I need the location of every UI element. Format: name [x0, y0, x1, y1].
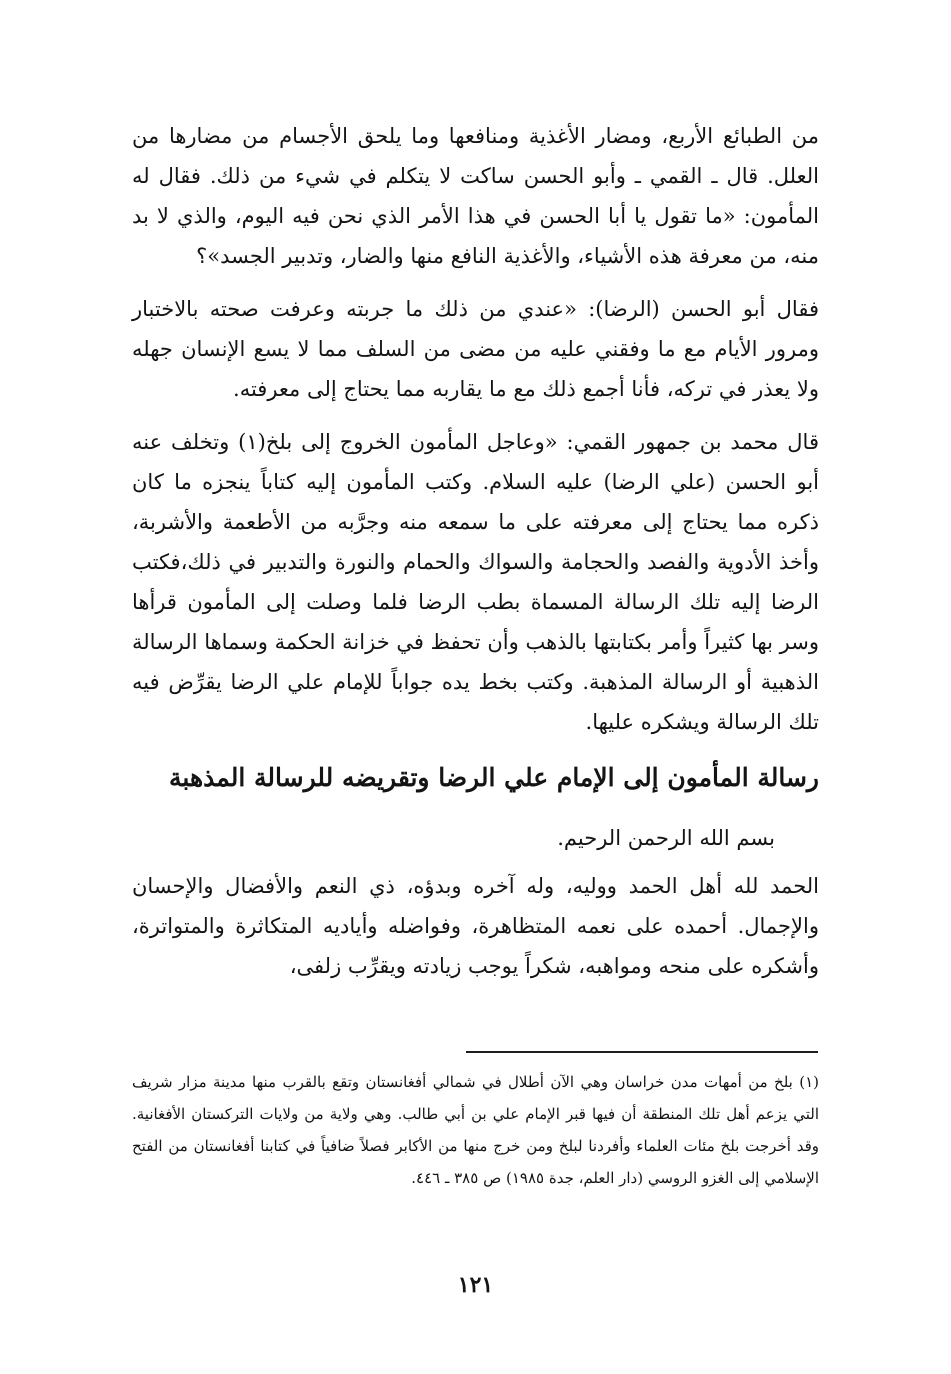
page-number: ١٢١ — [457, 1272, 494, 1298]
footnote: (١) بلخ من أمهات مدن خراسان وهي الآن أطلال في شمالي أفغانستان وتقع بالقرب منها مدينة مزار شريف التي يزعم أهل تلك المنطقة أن فيها قبر الإمام علي بن أبي طالب. وهي ولاية من ولايات التركستان الأفغانية. وقد أخرجت بلخ مئات العلماء وأفردنا لبلخ ومن خرج منها من الأكابر فصلاً ضافياً في كتابنا أفغانستان من الفتح الإسلامي إلى الغزو الروسي (دار العلم، جدة ١٩٨٥) ص ٣٨٥ ـ ٤٤٦. — [132, 1073, 819, 1187]
footnote-divider — [466, 1051, 818, 1053]
body-paragraph-3: قال محمد بن جمهور القمي: «وعاجل المأمون الخروج إلى بلخ(١) وتخلف عنه أبو الحسن (علي الرضا) عليه السلام. وكتب المأمون إليه كتاباً ينجزه ما كان ذكره مما يحتاج إلى معرفته على ما سمعه منه وجرَّبه من الأطعمة والأشربة، وأخذ الأدوية والفصد والحجامة والسواك والحمام والنورة والتدبير في ذلك،فكتب الرضا إليه تلك الرسالة المسماة بطب الرضا فلما وصلت إلى المأمون قرأها وسر بها كثيراً وأمر بكتابتها بالذهب وأن تحفظ في خزانة الحكمة وسماها الرسالة الذهبية أو الرسالة المذهبة. وكتب بخط يده جواباً للإمام علي الرضا يقرِّض فيه تلك الرسالة ويشكره عليها. — [132, 430, 819, 734]
body-paragraph-1: من الطبائع الأربع، ومضار الأغذية ومنافعها وما يلحق الأجسام من مضارها من العلل. قال ـ القمي ـ وأبو الحسن ساكت لا يتكلم في شيء من ذلك. فقال له المأمون: «ما تقول يا أبا الحسن في هذا الأمر الذي نحن فيه اليوم، والذي لا بد منه، من معرفة هذه الأشياء، والأغذية النافع منها والضار، وتدبير الجسد»؟ — [132, 124, 819, 268]
section-heading: رسالة المأمون إلى الإمام علي الرضا وتقريضه للرسالة المذهبة — [169, 763, 819, 792]
letter-paragraph: الحمد لله أهل الحمد ووليه، وله آخره وبدؤه، ذي النعم والأفضال والإحسان والإجمال. أحمده على نعمه المتظاهرة، وفواضله وأياديه المتكاثرة والمتواترة، وأشكره على منحه ومواهبه، شكراً يوجب زيادته ويقرِّب زلفى، — [132, 874, 819, 978]
basmala-line: بسم الله الرحمن الرحيم. — [557, 826, 775, 850]
body-paragraph-2: فقال أبو الحسن (الرضا): «عندي من ذلك ما جربته وعرفت صحته بالاختبار ومرور الأيام مع ما وفقني عليه من مضى من السلف مما لا يسع الإنسان جهله ولا يعذر في تركه، فأنا أجمع ذلك مع ما يقاربه مما يحتاج إلى معرفته. — [132, 297, 819, 401]
